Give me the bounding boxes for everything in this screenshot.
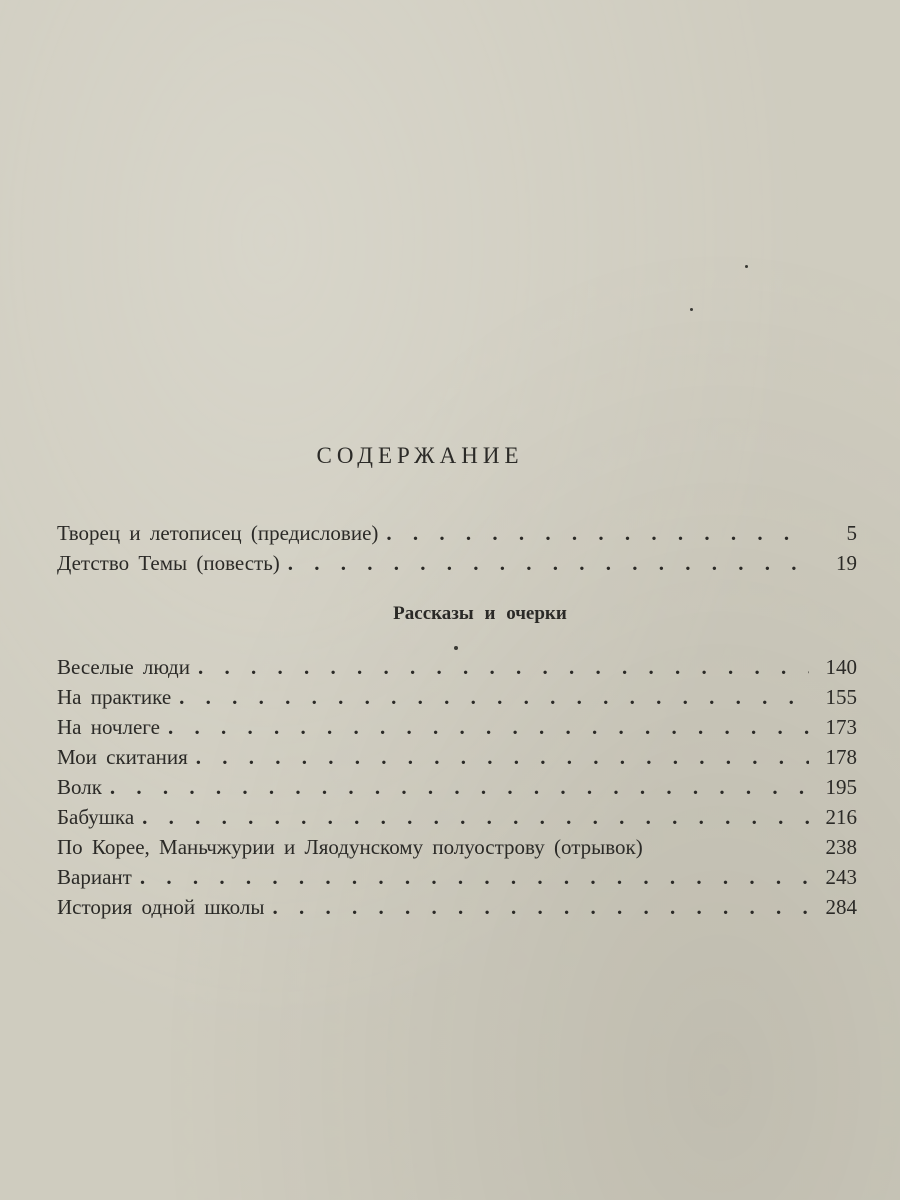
toc-entry [57,548,857,578]
entry-title: Бабушка [57,805,135,829]
entry-title: На ночлеге [57,715,160,739]
entry-page-number: 243 [825,865,857,889]
entry-page-number: 178 [825,745,857,769]
entry-page-number: 140 [825,655,857,679]
toc-entry [57,712,857,742]
entry-title: Веселые люди [57,655,190,679]
entry-title: Волк [57,775,102,799]
toc-entry [57,518,857,548]
dot-leader [288,548,809,578]
toc-entry [57,652,857,682]
entry-title: На практике [57,685,172,709]
dot-leader [196,742,809,772]
entry-title: История одной школы [57,895,265,919]
entry-page-number: 155 [825,685,857,709]
section-heading: Рассказы и очерки [393,603,567,624]
entry-title: Вариант [57,865,132,889]
dot-leader [386,518,809,548]
front-matter-list [57,518,857,578]
toc-entry [57,832,857,862]
dot-leader [272,892,809,922]
toc-title: СОДЕРЖАНИЕ [316,443,524,468]
paper-speck [745,265,748,268]
entry-page-number: 173 [825,715,857,739]
stories-list [57,652,857,922]
entry-title: Мои скитания [57,745,188,769]
dot-leader [179,682,809,712]
paper-speck [690,308,693,311]
entry-page-number: 284 [825,895,857,919]
toc-entry [57,892,857,922]
dot-leader [142,802,809,832]
entry-page-number: 216 [825,805,857,829]
entry-page-number: 5 [846,521,857,545]
paper-speck [454,646,458,650]
toc-entry [57,802,857,832]
dot-leader [198,652,809,682]
toc-entry [57,682,857,712]
entry-title: По Корее, Маньчжурии и Ляодунскому полуострову (отрывок) [57,835,643,859]
entry-page-number: 195 [825,775,857,799]
entry-page-number: 238 [825,835,857,859]
dot-leader [110,772,809,802]
entry-title: Творец и летописец (предисловие) [57,521,379,545]
dot-leader [168,712,809,742]
dot-leader [140,862,809,892]
toc-entry [57,772,857,802]
toc-entry [57,862,857,892]
entry-page-number: 19 [836,551,857,575]
toc-entry [57,742,857,772]
entry-title: Детство Темы (повесть) [57,551,280,575]
